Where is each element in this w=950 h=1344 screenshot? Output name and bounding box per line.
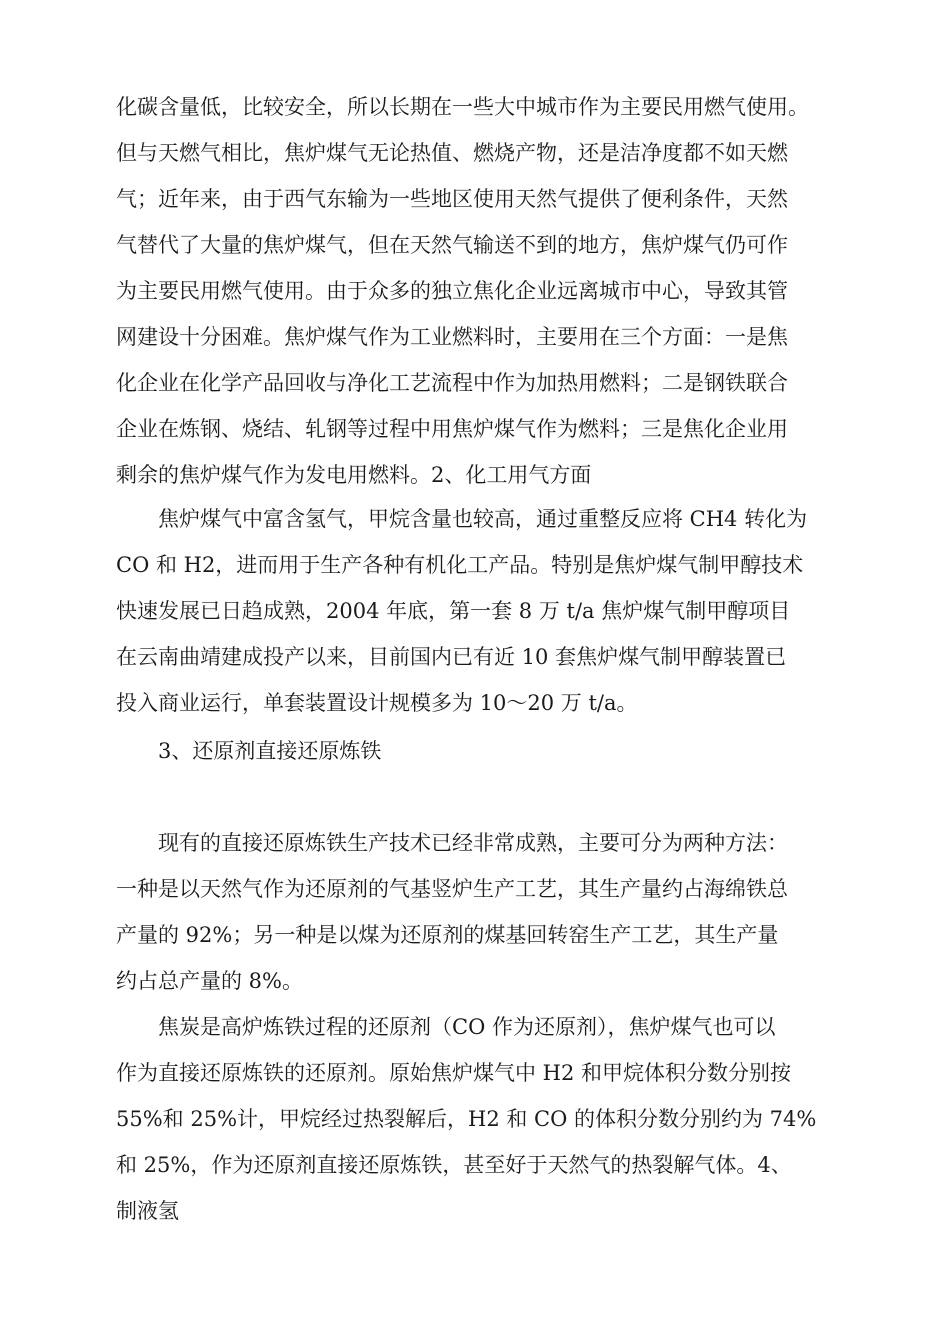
paragraph-direct-reduction-methods [116,820,836,1004]
text-line: 约占总产量的 8%。 [116,969,303,993]
text-line: 网建设十分困难。焦炉煤气作为工业燃料时，主要用在三个方面：一是焦 [116,325,788,349]
text-line: 焦炭是高炉炼铁过程的还原剂（CO 作为还原剂），焦炉煤气也可以 [116,1015,776,1039]
text-line: 化碳含量低，比较安全，所以长期在一些大中城市作为主要民用燃气使用。 [116,95,809,119]
text-line: 化企业在化学产品回收与净化工艺流程中作为加热用燃料；二是钢铁联合 [116,371,788,395]
text-line: 在云南曲靖建成投产以来，目前国内已有近 10 套焦炉煤气制甲醇装置已 [116,645,787,669]
text-line: 快速发展已日趋成熟，2004 年底，第一套 8 万 t/a 焦炉煤气制甲醇项目 [116,599,791,623]
paragraph-chemical-feedstock [116,496,836,726]
text-line: 和 25%，作为还原剂直接还原炼铁，甚至好于天然气的热裂解气体。4、 [116,1153,792,1177]
text-line: 气替代了大量的焦炉煤气，但在天然气输送不到的地方，焦炉煤气仍可作 [116,233,788,257]
text-line: 产量的 92%；另一种是以煤为还原剂的煤基回转窑生产工艺，其生产量 [116,923,779,947]
paragraph-reducing-agent [116,1004,836,1234]
text-line: 55%和 25%计，甲烷经过热裂解后，H2 和 CO 的体积分数分别约为 74% [116,1107,817,1131]
text-line: 一种是以天然气作为还原剂的气基竖炉生产工艺，其生产量约占海绵铁总 [116,877,788,901]
text-line: 气；近年来，由于西气东输为一些地区使用天然气提供了便利条件，天然 [116,187,788,211]
text-line: 企业在炼钢、烧结、轧钢等过程中用焦炉煤气作为燃料；三是焦化企业用 [116,417,788,441]
text-line: 现有的直接还原炼铁生产技术已经非常成熟，主要可分为两种方法： [116,831,788,855]
text-line: CO 和 H2，进而用于生产各种有机化工产品。特别是焦炉煤气制甲醇技术 [116,553,804,577]
text-line: 但与天燃气相比，焦炉煤气无论热值、燃烧产物，还是洁净度都不如天燃 [116,141,788,165]
paragraph-coke-oven-gas-fuel-uses [116,84,836,498]
text-line: 剩余的焦炉煤气作为发电用燃料。2、化工用气方面 [116,463,592,487]
text-line: 制液氢 [116,1199,179,1223]
section-heading-text: 3、还原剂直接还原炼铁 [116,739,382,763]
text-line: 焦炉煤气中富含氢气，甲烷含量也较高，通过重整反应将 CH4 转化为 [116,507,808,531]
text-line: 投入商业运行，单套装置设计规模多为 10～20 万 t/a。 [116,691,638,715]
text-line: 为主要民用燃气使用。由于众多的独立焦化企业远离城市中心，导致其管 [116,279,788,303]
section-heading-direct-reduction [116,728,836,774]
text-line: 作为直接还原炼铁的还原剂。原始焦炉煤气中 H2 和甲烷体积分数分别按 [116,1061,792,1085]
